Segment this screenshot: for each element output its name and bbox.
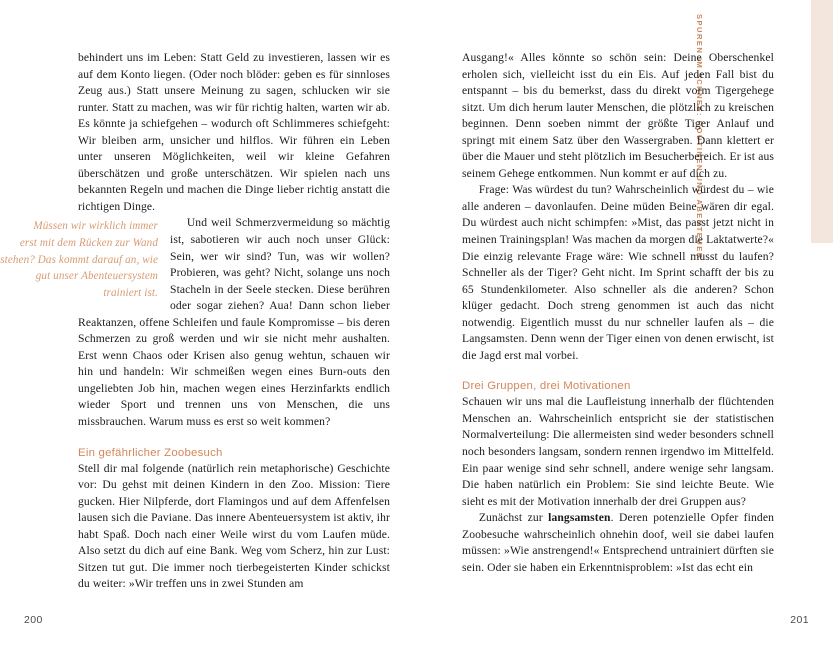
- bold-emphasis: langsamsten: [548, 511, 611, 525]
- section-heading-zoobesuch: Ein gefährlicher Zoobesuch: [78, 446, 223, 459]
- left-page: [0, 0, 416, 648]
- paragraph-text-before-bold: Zunächst zur: [478, 511, 549, 525]
- paragraph-text: Und weil Schmerzvermeidung so mächtig ist, sabotieren wir auch noch unser Glück: Sein, wer wir sind? Tun, was wir wollen? Probieren, was geht? Nicht, solange uns noch Stacheln in der Seele stecken. Diese berühren oder sogar ziehen? Aua! Dann schon lieber Reaktanzen, offene Schleifen und faule Kompromisse – bis deren Schmerzen zu groß werden und wir sie nicht mehr aushalten. Erst wenn Chaos oder Krisen also genug wehtun, schauen wir hin und handeln: Wir schmeißen wegen eines Burn-outs den ungeliebten Job hin, machen wegen eines Herzinfarkts endlich wieder Sport und trennen uns von Menschen, die uns missbrauchen. Warum muss es erst so weit kommen?: [78, 216, 390, 429]
- paragraph: Ausgang!« Alles könnte so schön sein: Deine Oberschenkel erholen sich, vielleicht isst du ein Eis. Auf jeden Fall bist du entspannt – bis du bemerkst, dass du direkt vorm Tigergehege sitzt. Um dich herum lauter Menschen, die plötzlich zu kreischen beginnen. Denn soeben nimmt der größte Tiger Anlauf und springt mit einem Satz über den Wassergraben. Dann klettert er über die Mauer und steht plötzlich im Besucherbereich. Er ist aus seinem Gehege entkommen. Nun kommt er auf dich zu.: [462, 51, 774, 180]
- page-number-right: 201: [790, 614, 809, 626]
- right-page-textblock: [462, 50, 774, 576]
- chapter-thumb-tab: [695, 0, 833, 260]
- right-page: [417, 0, 833, 648]
- paragraph: Stell dir mal folgende (natürlich rein metaphorische) Geschichte vor: Du gehst mit deinen Kindern in den Zoo. Mission: Tiere gucken. Hier Nilpferde, dort Flamingos und auf dem Affenfelsen lausen sich die Paviane. Das innere Abenteuersystem ist aktiv, ihr habt Spaß. Doch nach einer Weile wirst du vom Laufen müde. Also setzt du dich auf eine Bank. Weg vom Scherz, hin zur Lust: Sitzen tut gut. Die immer noch tierbegeisterten Kinder schickst du weiter: »Wir treffen uns in zwei Stunden am: [78, 461, 390, 591]
- left-page-textblock: [0, 50, 390, 593]
- paragraph-with-bold: [462, 510, 774, 576]
- page-number-left: 200: [24, 614, 43, 626]
- paragraph-with-pullquote: [0, 215, 390, 430]
- paragraph: Schauen wir uns mal die Laufleistung innerhalb der flüchtenden Menschen an. Wahrscheinlich entspricht sie der statistischen Normalverteilung: Die allermeisten sind weder besonders schnell noch besonders langsam, sondern rennen irgendwo im Mittelfeld. Ein paar wenige sind sehr schnell, andere wenige sehr langsam. Die haben natürlich ein Problem: Sie sind leichte Beute. Wie sieht es mit der Motivation innerhalb der drei Gruppen aus?: [462, 395, 774, 508]
- paragraph: behindert uns im Leben: Statt Geld zu investieren, lassen wir es auf dem Konto liegen. (Oder noch blöder: geben es für sinnloses Zeug aus.) Statt unsere Meinung zu sagen, schlucken wir sie runter. Statt zu machen, was wir für richtig halten, warten wir ab. Es könnte ja schiefgehen – wodurch oft Schlimmeres schiefgeht: Wir bleiben arm, unsicher und hilflos. Wir führen ein Leben unter unseren Möglichkeiten, weil wir kleine Gefahren überschätzen und große unterschätzen. Wir spielen nach uns bekannten Regeln und machen die Dinge lieber richtig anstatt die richtigen Dinge.: [78, 51, 390, 213]
- paragraph: Frage: Was würdest du tun? Wahrscheinlich würdest du – wie alle anderen – davonlaufen. Deine müden Beine wären dir egal. Du würdest auch nicht schimpfen: »Mist, das passt jetzt nicht in meinen Trainingsplan! Was machen da morgen die Laktatwerte?« Die einzig relevante Frage wäre: Wie schnell musst du laufen? Schneller als der Tiger? Geht nicht. Im Sprint schafft der bis zu 65 Stundenkilometer. Also schneller als die anderen? Schon klüger gedacht. Doch streng genommen ist auch das nicht notwendig. Eigentlich musst du nur schneller laufen als – die Langsamsten. Denn wenn der Tiger einen von denen erwischt, ist die Jagd erst mal vorbei.: [462, 183, 774, 362]
- chapter-thumb-tab-label: SPUREN IM SCHNEE: ROUTINEN UND ABENTEUER: [695, 14, 705, 260]
- paragraph-text-after-bold: . Deren potenzielle Opfer finden Zoobesuche wahrscheinlich ohnehin doof, weil sie dabei laufen müssen: »Wie anstrengend!« Entsprechend untrainiert dürften sie sein. Oder sie haben ein Erkenntnisproblem: »Ist das echt ein: [462, 511, 774, 574]
- pull-quote: Müssen wir wirklich immer erst mit dem Rücken zur Wand stehen? Das kommt darauf an, wie gut unser Abenteuersystem trainiert ist.: [0, 220, 158, 299]
- section-heading-drei-gruppen: Drei Gruppen, drei Motivationen: [462, 380, 631, 393]
